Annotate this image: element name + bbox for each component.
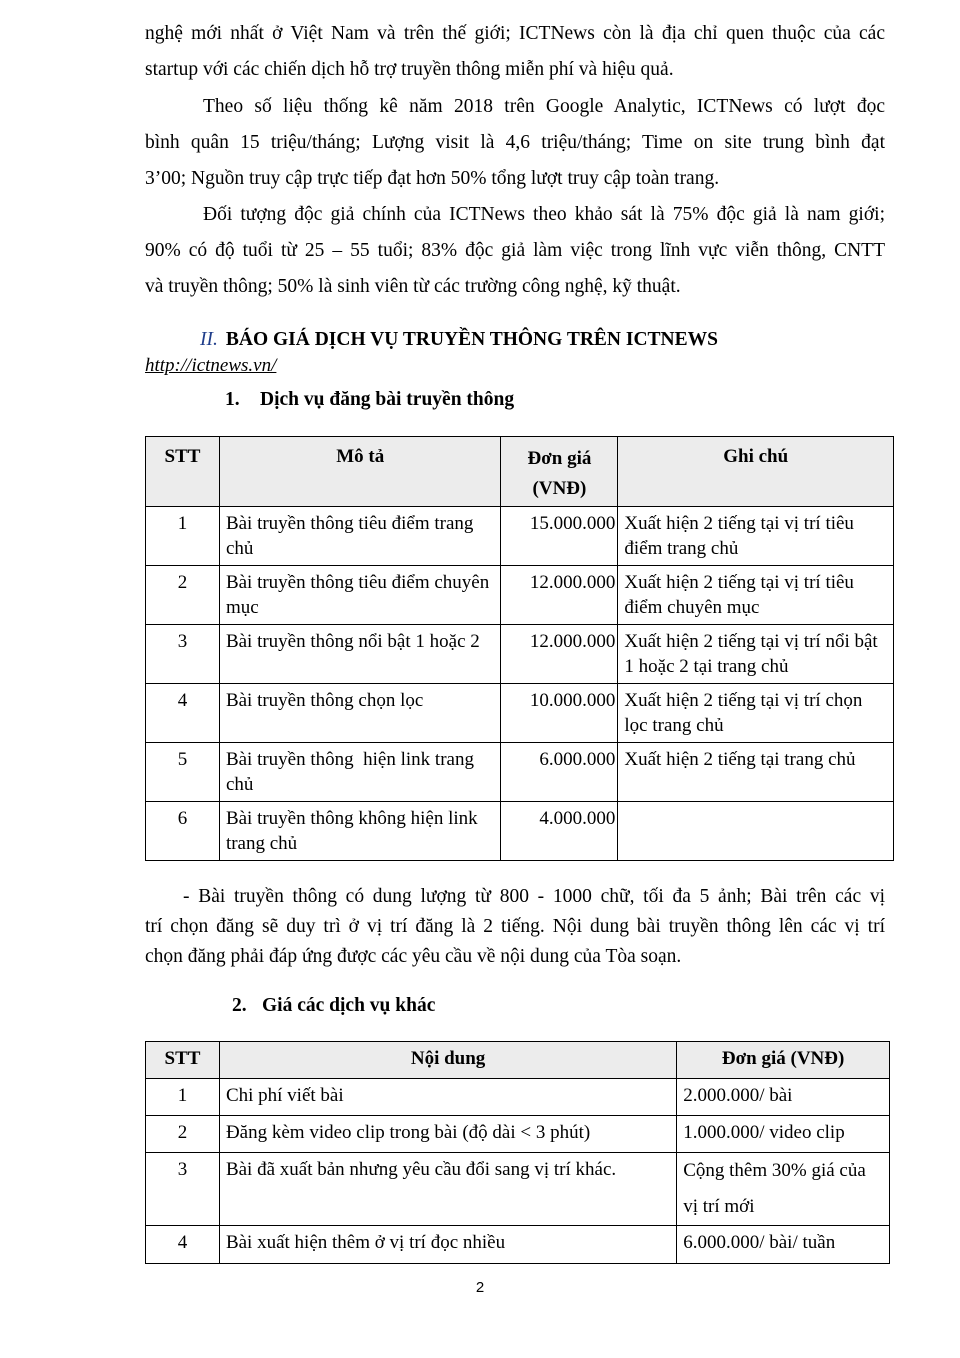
table-row bbox=[146, 802, 894, 861]
text-line: startup với các chiến dịch hỗ trợ truyền thông miễn phí và hiệu quả. bbox=[145, 59, 674, 80]
text-line: - Bài truyền thông có dung lượng từ 800 - 1000 chữ, tối đa 5 ảnh; Bài trên các vị bbox=[183, 886, 885, 907]
text-line: 90% có độ tuổi từ 25 – 55 tuổi; 83% độc giả làm việc trong lĩnh vực viễn thông, CNTT bbox=[145, 240, 885, 261]
header-note: Ghi chú bbox=[618, 437, 894, 507]
cell-price: 10.000.000 bbox=[501, 684, 618, 743]
section-heading bbox=[200, 329, 718, 351]
header-content: Nội dung bbox=[219, 1042, 676, 1079]
cell-price: 12.000.000 bbox=[501, 566, 618, 625]
cell-description: Bài truyền thông chọn lọc bbox=[219, 684, 501, 743]
header-stt: STT bbox=[146, 437, 220, 507]
cell-stt: 3 bbox=[146, 1153, 220, 1226]
cell-price: 2.000.000/ bài bbox=[677, 1079, 890, 1116]
table-header-row bbox=[146, 1042, 890, 1079]
cell-price: 15.000.000 bbox=[501, 507, 618, 566]
subheading-title: Giá các dịch vụ khác bbox=[262, 995, 436, 1016]
cell-content: Đăng kèm video clip trong bài (độ dài < 3 phút) bbox=[219, 1116, 676, 1153]
text-line: 3’00; Nguồn truy cập trực tiếp đạt hơn 50% tổng lượt truy cập toàn trang. bbox=[145, 168, 720, 189]
cell-description: Bài truyền thông tiêu điểm trang chủ bbox=[219, 507, 501, 566]
pricing-table bbox=[145, 436, 894, 861]
cell-note: Xuất hiện 2 tiếng tại vị trí tiêu điểm chuyên mục bbox=[618, 566, 894, 625]
cell-price: 4.000.000 bbox=[501, 802, 618, 861]
note-paragraph bbox=[145, 882, 885, 972]
cell-stt: 1 bbox=[146, 1079, 220, 1116]
cell-note bbox=[618, 802, 894, 861]
subheading-2 bbox=[232, 995, 435, 1017]
cell-note: Xuất hiện 2 tiếng tại vị trí chọn lọc trang chủ bbox=[618, 684, 894, 743]
text-line: Theo số liệu thống kê năm 2018 trên Google Analytic, ICTNews có lượt đọc bbox=[203, 96, 885, 117]
cell-stt: 1 bbox=[146, 507, 220, 566]
cell-price: 6.000.000 bbox=[501, 743, 618, 802]
cell-content: Chi phí viết bài bbox=[219, 1079, 676, 1116]
header-price: Đơn giá (VNĐ) bbox=[501, 437, 618, 507]
text-line: trí chọn đăng sẽ duy trì ở vị trí đăng là 2 tiếng. Nội dung bài truyền thông lên các vị trí bbox=[145, 916, 885, 937]
cell-description: Bài truyền thông hiện link trang chủ bbox=[219, 743, 501, 802]
subheading-number: 2. bbox=[232, 995, 247, 1016]
cell-description: Bài truyền thông nổi bật 1 hoặc 2 bbox=[219, 625, 501, 684]
cell-price: Cộng thêm 30% giá của vị trí mới bbox=[677, 1153, 890, 1226]
table-row bbox=[146, 743, 894, 802]
cell-stt: 3 bbox=[146, 625, 220, 684]
cell-note: Xuất hiện 2 tiếng tại vị trí nổi bật 1 hoặc 2 tại trang chủ bbox=[618, 625, 894, 684]
intro-paragraph-1 bbox=[145, 16, 885, 88]
ictnews-link[interactable]: http://ictnews.vn/ bbox=[145, 355, 277, 376]
cell-description: Bài truyền thông tiêu điểm chuyên mục bbox=[219, 566, 501, 625]
text-line: nghệ mới nhất ở Việt Nam và trên thế giới; ICTNews còn là địa chỉ quen thuộc của các bbox=[145, 23, 885, 44]
cell-content: Bài đã xuất bản nhưng yêu cầu đổi sang vị trí khác. bbox=[219, 1153, 676, 1226]
section-number: II. bbox=[200, 329, 218, 350]
text-line: chọn đăng phải đáp ứng được các yêu cầu về nội dung của Tòa soạn. bbox=[145, 946, 682, 967]
cell-note: Xuất hiện 2 tiếng tại vị trí tiêu điểm trang chủ bbox=[618, 507, 894, 566]
cell-price: 1.000.000/ video clip bbox=[677, 1116, 890, 1153]
cell-content: Bài xuất hiện thêm ở vị trí đọc nhiều bbox=[219, 1226, 676, 1264]
subheading-title: Dịch vụ đăng bài truyền thông bbox=[260, 389, 515, 410]
cell-stt: 2 bbox=[146, 566, 220, 625]
cell-note: Xuất hiện 2 tiếng tại trang chủ bbox=[618, 743, 894, 802]
cell-description: Bài truyền thông không hiện link trang chủ bbox=[219, 802, 501, 861]
table-row bbox=[146, 566, 894, 625]
cell-price: 6.000.000/ bài/ tuần bbox=[677, 1226, 890, 1264]
cell-stt: 4 bbox=[146, 1226, 220, 1264]
intro-paragraph-3 bbox=[145, 197, 885, 305]
table-row bbox=[146, 507, 894, 566]
intro-paragraph-2 bbox=[145, 89, 885, 197]
cell-price: 12.000.000 bbox=[501, 625, 618, 684]
table-header-row bbox=[146, 437, 894, 507]
cell-stt: 4 bbox=[146, 684, 220, 743]
table-row bbox=[146, 1226, 890, 1264]
table-row bbox=[146, 625, 894, 684]
header-price: Đơn giá (VNĐ) bbox=[677, 1042, 890, 1079]
cell-stt: 6 bbox=[146, 802, 220, 861]
cell-stt: 5 bbox=[146, 743, 220, 802]
header-stt: STT bbox=[146, 1042, 220, 1079]
table-row bbox=[146, 1079, 890, 1116]
text-line: bình quân 15 triệu/tháng; Lượng visit là 4,6 triệu/tháng; Time on site trung bình đạt bbox=[145, 132, 885, 153]
section-title: BÁO GIÁ DỊCH VỤ TRUYỀN THÔNG TRÊN ICTNEWS bbox=[225, 329, 718, 350]
table-row bbox=[146, 1116, 890, 1153]
other-services-table bbox=[145, 1041, 890, 1264]
cell-stt: 2 bbox=[146, 1116, 220, 1153]
table-row bbox=[146, 684, 894, 743]
text-line: Đối tượng độc giả chính của ICTNews theo khảo sát là 75% độc giả là nam giới; bbox=[203, 204, 885, 225]
subheading-number: 1. bbox=[225, 389, 240, 410]
table-row bbox=[146, 1153, 890, 1226]
subheading-1 bbox=[225, 389, 514, 411]
header-description: Mô tả bbox=[219, 437, 501, 507]
text-line: và truyền thông; 50% là sinh viên từ các trường công nghệ, kỹ thuật. bbox=[145, 276, 681, 297]
page-number: 2 bbox=[475, 1279, 485, 1296]
